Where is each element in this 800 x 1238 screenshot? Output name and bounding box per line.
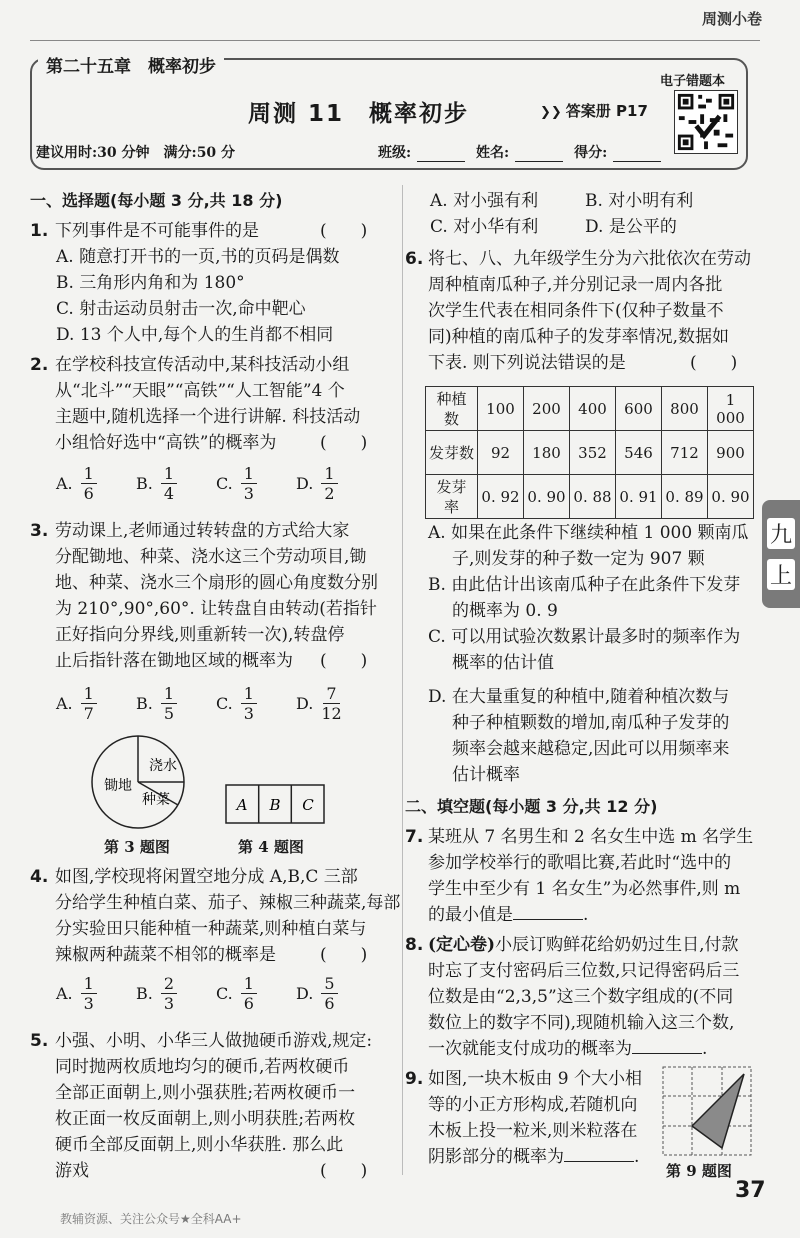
q4-option-b: B. 2 3: [136, 974, 177, 1013]
q9-line: 等的小正方形构成,若随机向: [428, 1095, 638, 1115]
q4-option-a: A. 1 3: [56, 974, 97, 1013]
q1-option-d: D. 13 个人中,每个人的生肖都不相同: [56, 325, 334, 345]
table-cell: 0. 90: [708, 475, 754, 519]
shaded-triangle: [692, 1074, 744, 1148]
student-fields: [378, 142, 667, 162]
q6-option-b-cont: 的概率为 0. 9: [452, 601, 558, 621]
q9-line: 如图,一块木板由 9 个大小相: [428, 1069, 643, 1089]
q3-option-a: A. 1 7: [56, 684, 97, 723]
page-title: 周测 11 概率初步: [248, 101, 470, 127]
q5-number: 5.: [30, 1031, 49, 1051]
table-cell: 1 000: [708, 387, 754, 431]
q6-line: 周种植南瓜种子,并分别记录一周内各批: [428, 275, 723, 295]
q3-number: 3.: [30, 521, 49, 541]
answer-reference: [540, 100, 648, 121]
side-tab-char: 九: [767, 518, 795, 549]
q6-option-a-cont: 子,则发芽的种子数一定为 907 颗: [452, 549, 705, 569]
table-cell: 100: [478, 387, 524, 431]
plot-a-label: A: [236, 796, 248, 814]
q2-option-c: C. 1 3: [216, 464, 257, 503]
q4-option-c: C. 1 6: [216, 974, 257, 1013]
table-row: [426, 431, 754, 475]
q6-option-c-cont: 概率的估计值: [452, 653, 554, 673]
q5-option-d: D. 是公平的: [585, 217, 677, 237]
plot-c-label: C: [302, 796, 314, 814]
q1-number: 1.: [30, 221, 49, 241]
chapter-label: 第二十五章 概率初步: [38, 52, 224, 77]
name-field[interactable]: [515, 161, 563, 162]
q3-option-d: D. 7 12: [296, 684, 342, 723]
table-cell: 0. 89: [662, 475, 708, 519]
section-2-title: 二、填空题(每小题 3 分,共 12 分): [405, 797, 658, 816]
q8-answer-blank[interactable]: [632, 1053, 702, 1054]
q6-option-b: B. 由此估计出该南瓜种子在此条件下发芽: [428, 575, 741, 595]
q3-line: 地、种菜、浇水三个扇形的圆心角度数分别: [55, 573, 378, 593]
q3-answer-paren[interactable]: ( ): [320, 651, 368, 671]
q7-line: 学生中至少有 1 名女生”为必然事件,则 m: [428, 879, 741, 899]
q6-line: 将七、八、九年级学生分为六批依次在劳动: [428, 249, 751, 269]
q7-answer-blank[interactable]: [513, 919, 583, 920]
sector-zhongcai-label: 种菜: [142, 792, 170, 808]
q4-answer-paren[interactable]: ( ): [320, 945, 368, 965]
q5-line: 小强、小明、小华三人做抛硬币游戏,规定:: [55, 1031, 373, 1051]
q7-line: 某班从 7 名男生和 2 名女生中选 m 名学生: [428, 827, 754, 847]
name-label: 姓名:: [476, 145, 510, 161]
q3-option-c: C. 1 3: [216, 684, 257, 723]
germination-table: [425, 386, 754, 519]
q6-line: 同)种植的南瓜种子的发芽率情况,数据如: [428, 327, 730, 347]
q1-option-c: C. 射击运动员射击一次,命中靶心: [56, 299, 306, 319]
q6-option-c: C. 可以用试验次数累计最多时的频率作为: [428, 627, 741, 647]
header-rule: [30, 40, 760, 41]
table-cell: 200: [524, 387, 570, 431]
q3-line: 分配锄地、种菜、浇水这三个劳动项目,锄: [55, 547, 367, 567]
header-tag: 周测小卷: [701, 10, 762, 28]
table-cell: 0. 91: [616, 475, 662, 519]
q6-line: 下表. 则下列说法错误的是: [428, 353, 626, 373]
q6-line: 次学生代表在相同条件下(仅种子数量不: [428, 301, 724, 321]
score-label: 得分:: [574, 145, 608, 161]
q8-line: 时忘了支付密码后三位数,只记得密码后三: [428, 961, 740, 981]
q6-answer-paren[interactable]: ( ): [690, 353, 738, 373]
table-cell: 800: [662, 387, 708, 431]
q5-option-a: A. 对小强有利: [430, 191, 539, 211]
q7-line: 的最小值是 .: [428, 905, 589, 925]
q8-line: (定心卷)小辰订购鲜花给奶奶过生日,付款: [428, 935, 739, 955]
table-cell: 352: [570, 431, 616, 475]
q4-line: 辣椒两种蔬菜不相邻的概率是: [55, 945, 276, 965]
q4-line: 如图,学校现将闲置空地分成 A,B,C 三部: [55, 867, 358, 887]
table-header-cell: 发芽数: [426, 431, 478, 475]
plot-b-label: B: [269, 796, 281, 814]
time-score-info: 建议用时:30 分钟 满分:50 分: [36, 145, 236, 161]
q1-option-b: B. 三角形内角和为 180°: [56, 273, 245, 293]
q9-grid-figure: [662, 1066, 752, 1156]
q4-line: 分给学生种植白菜、茄子、辣椒三种蔬菜,每部: [55, 893, 401, 913]
q8-line: 一次就能支付成功的概率为 .: [428, 1039, 708, 1059]
q3-line: 劳动课上,老师通过转转盘的方式给大家: [55, 521, 350, 541]
section-1-title: 一、选择题(每小题 3 分,共 18 分): [30, 191, 283, 210]
table-cell: 0. 90: [524, 475, 570, 519]
q4-field-figure: [225, 784, 325, 824]
q2-answer-paren[interactable]: ( ): [320, 433, 368, 453]
q6-option-d-cont: 估计概率: [452, 765, 520, 785]
q2-line: 小组恰好选中“高铁”的概率为: [55, 433, 277, 453]
footer-watermark: 教辅资源、关注公众号★全科AA+: [60, 1212, 242, 1226]
side-tab-char: 上: [767, 559, 795, 590]
table-cell: 546: [616, 431, 662, 475]
q6-option-a: A. 如果在此条件下继续种植 1 000 颗南瓜: [428, 523, 749, 543]
q4-option-d: D. 5 6: [296, 974, 338, 1013]
q2-option-a: A. 1 6: [56, 464, 97, 503]
table-cell: 712: [662, 431, 708, 475]
q9-line: 木板上投一粒米,则米粒落在: [428, 1121, 638, 1141]
q9-answer-blank[interactable]: [564, 1161, 634, 1162]
q5-line: 枚正面一枚反面朝上,则小明获胜;若两枚: [55, 1109, 356, 1129]
double-chevron-icon: ❯❯: [540, 105, 562, 120]
q3-option-b: B. 1 5: [136, 684, 177, 723]
q1-answer-paren[interactable]: ( ): [320, 221, 368, 241]
q7-line: 参加学校举行的歌唱比赛,若此时“选中的: [428, 853, 732, 873]
table-cell: 0. 88: [570, 475, 616, 519]
q6-option-d-cont: 频率会越来越稳定,因此可以用频率来: [452, 739, 730, 759]
class-label: 班级:: [378, 145, 412, 161]
answer-ref-text: 答案册 P17: [565, 102, 648, 120]
qr-label: 电子错题本: [660, 74, 726, 89]
q3-line: 止后指针落在锄地区域的概率为: [55, 651, 293, 671]
q8-number: 8.: [405, 935, 424, 955]
q4-number: 4.: [30, 867, 49, 887]
qr-code-icon[interactable]: [674, 90, 738, 154]
table-header-cell: 种植 数: [426, 387, 478, 431]
q1-option-a: A. 随意打开书的一页,书的页码是偶数: [56, 247, 340, 267]
q3-line: 为 210°,90°,60°. 让转盘自由转动(若指针: [55, 599, 377, 619]
table-row: [426, 387, 754, 431]
sector-jiaoshui-label: 浇水: [149, 758, 177, 774]
q5-line: 全部正面朝上,则小强获胜;若两枚硬币一: [55, 1083, 356, 1103]
q8-line: 位数是由“2,3,5”这三个数字组成的(不同: [428, 987, 734, 1007]
q1-stem: 下列事件是不可能事件的是: [55, 221, 259, 241]
q5-line: 硬币全部反面朝上,则小华获胜. 那么此: [55, 1135, 344, 1155]
q5-line: 游戏: [55, 1161, 89, 1181]
table-cell: 180: [524, 431, 570, 475]
q9-figure-caption: 第 9 题图: [666, 1162, 732, 1180]
q4-line: 分实验田只能种植一种蔬菜,则种植白菜与: [55, 919, 367, 939]
q7-number: 7.: [405, 827, 424, 847]
q9-line: 阴影部分的概率为 .: [428, 1147, 640, 1167]
q2-line: 在学校科技宣传活动中,某科技活动小组: [55, 355, 350, 375]
q2-option-d: D. 1 2: [296, 464, 338, 503]
score-field[interactable]: [613, 161, 661, 162]
q6-option-d-cont: 种子种植颗数的增加,南瓜种子发芽的: [452, 713, 730, 733]
q3-line: 正好指向分界线,则重新转一次),转盘停: [55, 625, 345, 645]
q5-option-c: C. 对小华有利: [430, 217, 539, 237]
q2-line: 从“北斗”“天眼”“高铁”“人工智能”4 个: [55, 381, 345, 401]
q3-figure-caption: 第 3 题图: [104, 838, 170, 856]
q2-option-b: B. 1 4: [136, 464, 177, 503]
spinner-wheel-figure: [88, 732, 188, 832]
q5-option-b: B. 对小明有利: [585, 191, 694, 211]
grade-side-tab: [762, 500, 800, 608]
q8-line: 数位上的数字不同),现随机输入这三个数,: [428, 1013, 735, 1033]
q6-number: 6.: [405, 249, 424, 269]
q8-tag: (定心卷): [428, 935, 496, 955]
table-cell: 900: [708, 431, 754, 475]
q2-number: 2.: [30, 355, 49, 375]
table-cell: 92: [478, 431, 524, 475]
q4-figure-caption: 第 4 题图: [238, 838, 304, 856]
table-header-cell: 发芽 率: [426, 475, 478, 519]
q5-answer-paren[interactable]: ( ): [320, 1161, 368, 1181]
page-number: 37: [735, 1178, 766, 1203]
q6-option-d: D. 在大量重复的种植中,随着种植次数与: [428, 687, 730, 707]
q5-line: 同时抛两枚质地均匀的硬币,若两枚硬币: [55, 1057, 350, 1077]
table-cell: 600: [616, 387, 662, 431]
class-field[interactable]: [417, 161, 465, 162]
q9-number: 9.: [405, 1069, 424, 1089]
q2-line: 主题中,随机选择一个进行讲解. 科技活动: [55, 407, 361, 427]
column-divider: [402, 185, 403, 1175]
table-row: [426, 475, 754, 519]
sector-chudi-label: 锄地: [104, 778, 132, 794]
table-cell: 0. 92: [478, 475, 524, 519]
table-cell: 400: [570, 387, 616, 431]
